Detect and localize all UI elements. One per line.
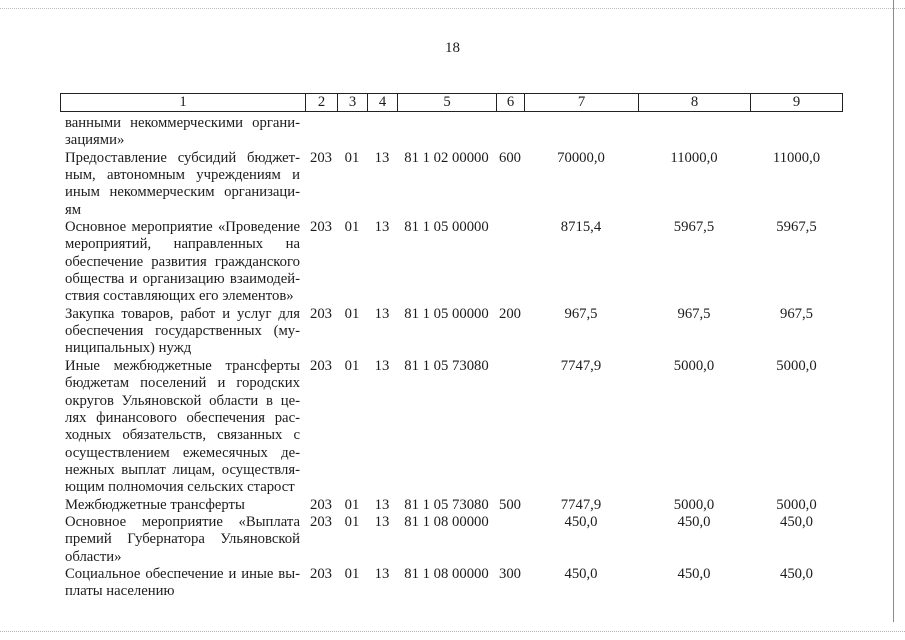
row-name-line: мероприятий, направленных на	[65, 236, 300, 253]
row-name-line: ванными некоммерческими органи-	[65, 115, 300, 131]
scan-edge-right	[893, 0, 894, 622]
code-cell-col4: 13	[374, 149, 390, 166]
row-name-line: Социальное обеспечение и иные вы-	[65, 565, 300, 582]
type-code-cell: 600	[498, 149, 522, 166]
table-row	[60, 115, 843, 150]
row-name-line: области»	[65, 548, 122, 565]
code-cell-col2: 203	[309, 357, 333, 374]
table-row	[60, 514, 843, 566]
code-cell-col3: 01	[344, 305, 360, 322]
row-name-line: осуществлением ежемесячных де-	[65, 444, 300, 461]
amount-cell-col9	[750, 115, 843, 150]
code-cell-col3: 01	[344, 496, 360, 513]
row-name-line: ствия составляющих его элементов»	[65, 288, 294, 305]
amount-cell-col7: 70000,0	[557, 149, 605, 166]
row-name-line: бюджетам поселений и городских	[65, 375, 300, 392]
code-cell-col2	[305, 115, 337, 150]
code-cell-col2: 203	[309, 305, 333, 322]
scan-edge-top	[0, 8, 905, 9]
row-name-cell	[60, 150, 305, 219]
code-cell-col3: 01	[344, 219, 360, 236]
code-cell-col4: 13	[374, 565, 390, 582]
amount-cell-col7: 8715,4	[560, 219, 602, 236]
code-cell-col3: 01	[344, 565, 360, 582]
amount-cell-col9: 5000,0	[776, 357, 817, 374]
amount-cell-col9: 450,0	[779, 513, 814, 530]
row-name-cell	[60, 358, 305, 497]
row-name-cell	[60, 566, 305, 601]
row-name-cell	[60, 115, 305, 150]
code-cell-col4: 13	[374, 496, 390, 513]
header-col-1: 1	[179, 94, 187, 110]
amount-cell-col8: 5000,0	[673, 496, 715, 513]
type-code-cell: 200	[498, 305, 522, 322]
budget-table-body	[60, 115, 843, 601]
code-cell-col2: 203	[309, 513, 333, 530]
amount-cell-col8: 5967,5	[673, 219, 715, 236]
table-row	[60, 219, 843, 306]
row-name-line: платы населению	[65, 583, 175, 600]
code-cell-col2: 203	[309, 149, 333, 166]
target-code-cell: 81 1 02 00000	[404, 149, 489, 166]
table-row	[60, 566, 843, 601]
header-col-6: 6	[496, 94, 524, 111]
table-row	[60, 358, 843, 497]
row-name-line: обеспечения государственных (му-	[65, 323, 300, 340]
amount-cell-col7: 7747,9	[560, 357, 602, 374]
amount-cell-col7: 7747,9	[560, 496, 602, 513]
type-code-cell	[496, 358, 524, 497]
amount-cell-col9: 450,0	[779, 565, 814, 582]
code-cell-col4	[367, 115, 397, 150]
amount-cell-col9: 11000,0	[772, 149, 821, 166]
amount-cell-col7	[524, 115, 638, 150]
code-cell-col4: 13	[374, 305, 390, 322]
amount-cell-col9: 5967,5	[776, 219, 817, 236]
header-col-2: 2	[305, 94, 337, 111]
row-name-line: ниципальных) нужд	[65, 340, 192, 357]
row-name-line: Межбюджетные трансферты	[65, 496, 245, 513]
amount-cell-col8: 11000,0	[670, 149, 718, 166]
amount-cell-col8: 450,0	[677, 513, 711, 530]
row-name-line: иным некоммерческим организаци-	[65, 184, 300, 201]
header-col-9: 9	[750, 94, 842, 111]
table-row	[60, 497, 843, 514]
amount-cell-col9: 967,5	[779, 305, 814, 322]
row-name-line: общества и организацию взаимодей-	[65, 271, 300, 288]
type-code-cell	[496, 514, 524, 566]
row-name-line: округов Ульяновской области в це-	[65, 392, 300, 409]
row-name-line: премий Губернатора Ульяновской	[65, 531, 300, 548]
table-row	[60, 150, 843, 219]
row-name-line: Иные межбюджетные трансферты	[65, 357, 300, 374]
header-col-3: 3	[337, 94, 367, 111]
target-code-cell: 81 1 05 00000	[404, 219, 489, 236]
row-name-cell	[60, 306, 305, 358]
type-code-cell: 300	[498, 565, 522, 582]
target-code-cell: 81 1 05 73080	[404, 496, 489, 513]
amount-cell-col8: 450,0	[677, 565, 711, 582]
header-col-5: 5	[397, 94, 496, 111]
amount-cell-col8	[638, 115, 750, 150]
code-cell-col2: 203	[309, 219, 333, 236]
type-code-cell: 500	[498, 496, 522, 513]
amount-cell-col7: 450,0	[564, 565, 598, 582]
amount-cell-col8: 967,5	[677, 305, 711, 322]
code-cell-col4: 13	[374, 513, 390, 530]
row-name-line: Закупка товаров, работ и услуг для	[65, 305, 300, 322]
type-code-cell	[496, 219, 524, 306]
code-cell-col3: 01	[344, 149, 360, 166]
header-col-4: 4	[367, 94, 397, 111]
target-code-cell: 81 1 05 00000	[404, 305, 489, 322]
row-name-cell	[60, 219, 305, 306]
row-name-line: ным, автономным учреждениям и	[65, 167, 300, 184]
code-cell-col3	[337, 115, 367, 150]
table-row	[60, 306, 843, 358]
header-col-8: 8	[638, 94, 750, 111]
code-cell-col3: 01	[344, 357, 360, 374]
amount-cell-col8: 5000,0	[673, 357, 715, 374]
row-name-line: нежных выплат лицам, осуществля-	[65, 461, 300, 478]
code-cell-col4: 13	[374, 357, 390, 374]
row-name-line: ющим полномочия сельских старост	[65, 479, 295, 496]
row-name-line: зациями»	[65, 132, 125, 149]
row-name-line: Основное мероприятие «Проведение	[65, 219, 300, 236]
target-code-cell: 81 1 08 00000	[404, 513, 489, 530]
amount-cell-col7: 450,0	[564, 513, 598, 530]
code-cell-col3: 01	[344, 513, 360, 530]
type-code-cell	[496, 115, 524, 150]
target-code-cell: 81 1 08 00000	[404, 565, 489, 582]
amount-cell-col7: 967,5	[564, 305, 598, 322]
row-name-line: лях финансового обеспечения рас-	[65, 409, 300, 426]
table-header-row	[60, 93, 843, 112]
row-name-line: Основное мероприятие «Выплата	[65, 513, 300, 530]
page-number: 18	[445, 40, 460, 56]
row-name-cell	[60, 497, 305, 514]
code-cell-col2: 203	[309, 565, 333, 582]
row-name-line: ходных обязательств, связанных с	[65, 427, 300, 444]
row-name-cell	[60, 514, 305, 566]
code-cell-col4: 13	[374, 219, 390, 236]
row-name-line: Предоставление субсидий бюджет-	[65, 149, 300, 166]
scan-edge-bottom	[0, 631, 905, 632]
row-name-line: ям	[65, 201, 82, 218]
header-col-7: 7	[524, 94, 638, 111]
target-code-cell: 81 1 05 73080	[404, 357, 489, 374]
target-code-cell	[397, 115, 496, 150]
amount-cell-col9: 5000,0	[776, 496, 817, 513]
code-cell-col2: 203	[309, 496, 333, 513]
row-name-line: обеспечение развития гражданского	[65, 253, 300, 270]
